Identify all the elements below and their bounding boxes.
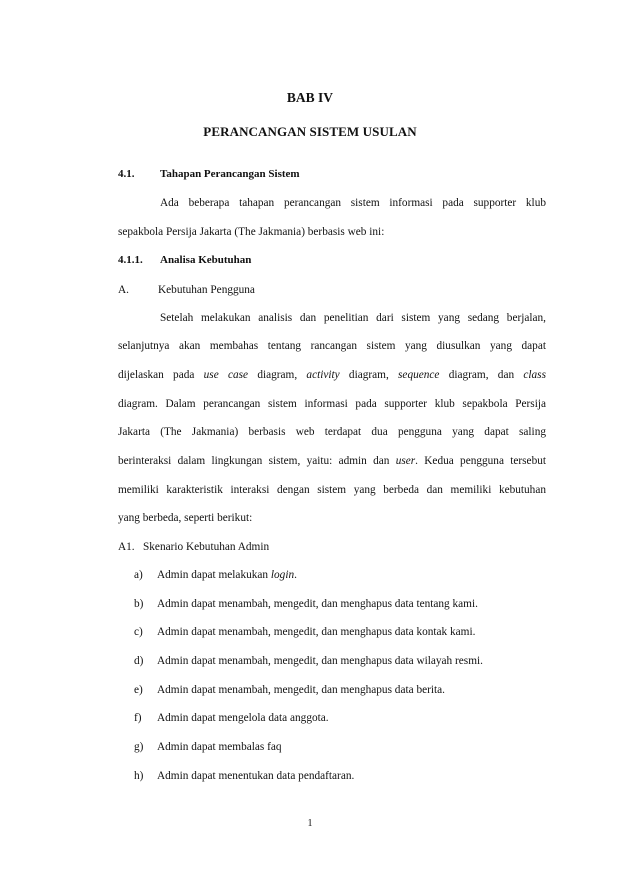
main-paragraph-line1: Setelah melakukan analisis dan penelitian dari sistem yang sedang berjalan,	[160, 312, 546, 324]
section-4-1-title: Tahapan Perancangan Sistem	[160, 168, 300, 180]
section-4-1-1-number: 4.1.1.	[118, 254, 143, 266]
list-marker: d)	[134, 655, 144, 667]
main-paragraph-line7: memiliki karakteristik interaksi dengan sistem yang berbeda dan memiliki kebutuhan	[118, 484, 546, 496]
list-marker: e)	[134, 684, 143, 696]
chapter-title: PERANCANGAN SISTEM USULAN	[203, 124, 417, 139]
list-item: Admin dapat menentukan data pendaftaran.	[157, 770, 355, 782]
section-4-1-1-title: Analisa Kebutuhan	[160, 254, 252, 266]
list-marker: b)	[134, 598, 144, 610]
main-paragraph-line4: diagram. Dalam perancangan sistem informasi pada supporter klub sepakbola Persija	[118, 398, 546, 410]
term-activity: activity	[306, 369, 340, 381]
list-marker: c)	[134, 626, 143, 638]
term-user: user	[395, 455, 416, 467]
list-item: Admin dapat menambah, mengedit, dan menghapus data wilayah resmi.	[157, 655, 483, 667]
list-item: Admin dapat membalas faq	[157, 741, 282, 753]
list-item: Admin dapat menambah, mengedit, dan menghapus data tentang kami.	[157, 598, 478, 610]
list-item: Admin dapat menambah, mengedit, dan menghapus data kontak kami.	[157, 626, 476, 638]
list-marker: a)	[134, 569, 143, 581]
list-item: Admin dapat menambah, mengedit, dan menghapus data berita.	[157, 684, 445, 696]
main-paragraph-line2: selanjutnya akan membahas tentang rancangan sistem yang diusulkan yang dapat	[118, 340, 546, 352]
list-item: Admin dapat melakukan login.	[157, 569, 297, 581]
term-login: login	[270, 569, 295, 581]
scenario-a1-label: A1.	[118, 541, 135, 553]
list-marker: h)	[134, 770, 144, 782]
main-paragraph-line6: berinteraksi dalam lingkungan sistem, yaitu: admin dan user. Kedua pengguna tersebut	[118, 455, 547, 467]
list-item: Admin dapat mengelola data anggota.	[157, 712, 329, 724]
section-4-1-number: 4.1.	[118, 168, 135, 180]
term-use-case: use case	[203, 369, 249, 381]
list-marker: f)	[134, 712, 142, 724]
chapter-label: BAB IV	[286, 90, 334, 105]
main-paragraph-line8: yang berbeda, seperti berikut:	[118, 512, 253, 524]
page-number: 1	[307, 818, 313, 829]
term-sequence: sequence	[398, 369, 440, 381]
paragraph-4-1-line2: sepakbola Persija Jakarta (The Jakmania) berbasis web ini:	[118, 226, 385, 238]
term-class: class	[523, 369, 546, 381]
main-paragraph-line3: dijelaskan pada use case diagram, activity diagram, sequence diagram, dan class	[118, 369, 546, 381]
scenario-a1-title: Skenario Kebutuhan Admin	[143, 541, 270, 553]
main-paragraph-line5: Jakarta (The Jakmania) berbasis web terdapat dua pengguna yang dapat saling	[118, 426, 546, 438]
list-marker: g)	[134, 741, 144, 753]
paragraph-4-1-line1: Ada beberapa tahapan perancangan sistem informasi pada supporter klub	[160, 197, 546, 209]
subsection-a-title: Kebutuhan Pengguna	[158, 284, 255, 296]
subsection-a-letter: A.	[118, 284, 129, 296]
